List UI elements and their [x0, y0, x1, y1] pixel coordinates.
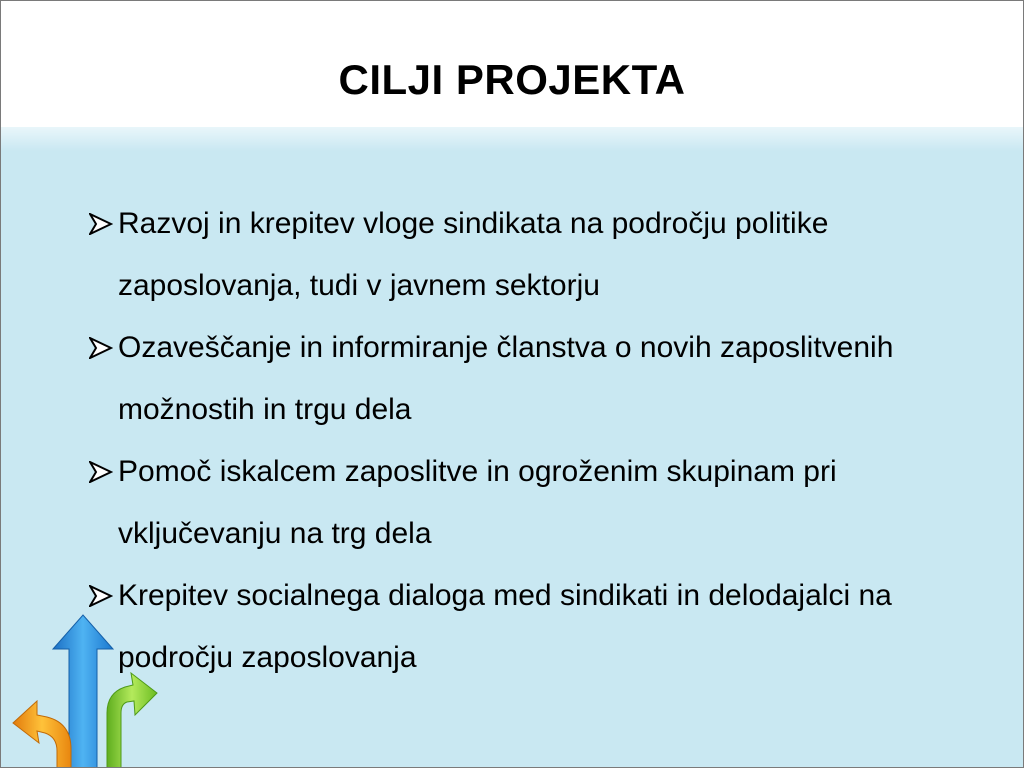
bullet-text: Krepitev socialnega dialoga med sindikati in delodajalci na področju zaposlovanja	[118, 579, 892, 674]
bullet-text: Ozaveščanje in informiranje članstva o novih zaposlitvenih možnostih in trgu dela	[118, 331, 894, 426]
bullet-list	[87, 193, 967, 689]
arrowhead-bullet-icon	[87, 441, 115, 503]
bullet-item	[87, 441, 967, 565]
three-direction-arrows-icon	[1, 601, 181, 768]
header-fade	[1, 127, 1023, 151]
arrowhead-bullet-icon	[87, 193, 115, 255]
bullet-text: Razvoj in krepitev vloge sindikata na področju politike zaposlovanja, tudi v javnem sektorju	[118, 207, 829, 302]
slide-title: CILJI PROJEKTA	[338, 56, 686, 103]
bullet-item	[87, 565, 967, 689]
bullet-text: Pomoč iskalcem zaposlitve in ogroženim skupinam pri vključevanju na trg dela	[118, 455, 837, 550]
bullet-item	[87, 193, 967, 317]
bullet-item	[87, 317, 967, 441]
arrowhead-bullet-icon	[87, 317, 115, 379]
